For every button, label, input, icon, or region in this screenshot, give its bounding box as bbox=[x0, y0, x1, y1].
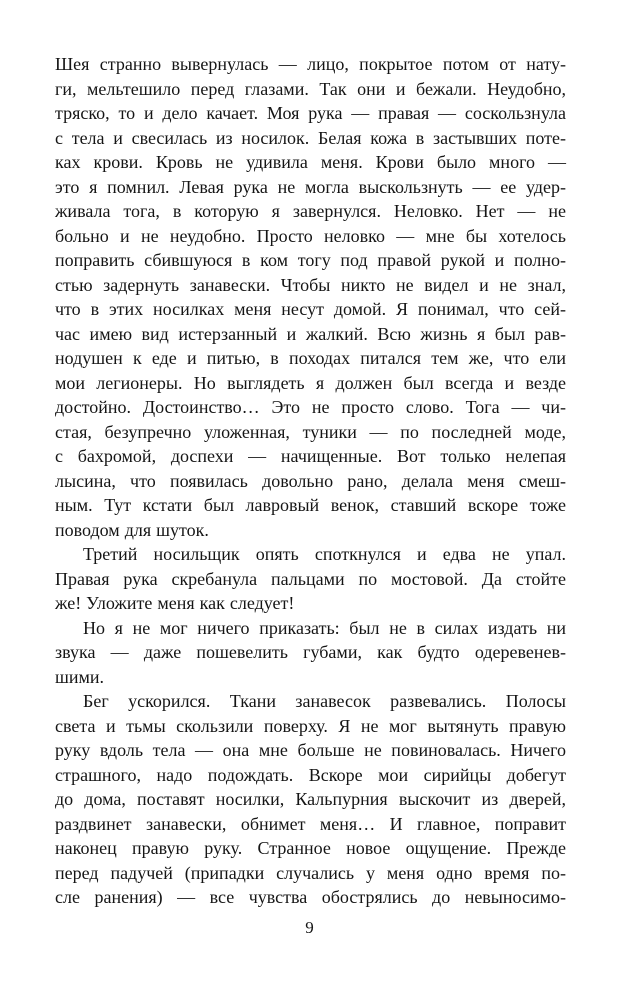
text-line: света и тьмы скользили поверху. Я не мог вытянуть правую bbox=[55, 715, 566, 736]
text-line: мои легионеры. Но выглядеть я должен был всегда и везде bbox=[55, 372, 566, 393]
text-line: с бахромой, доспехи — начищенные. Вот только нелепая bbox=[55, 446, 566, 466]
paragraph bbox=[55, 616, 566, 690]
text-line: что в этих носилках меня несут домой. Я понимал, что сей- bbox=[55, 299, 566, 319]
text-line: стью задернуть занавески. Чтобы никто не видел и не знал, bbox=[55, 274, 566, 295]
page-number: 9 bbox=[305, 918, 314, 937]
paragraph bbox=[55, 689, 566, 910]
text-line: с тела и свесилась из носилок. Белая кожа в застывших поте- bbox=[55, 127, 566, 148]
text-line: стая, безупречно уложенная, туники — по последней моде, bbox=[55, 421, 566, 442]
text-line: больно и не неудобно. Просто неловко — мне бы хотелось bbox=[55, 225, 566, 246]
text-line: сле ранения) — все чувства обострялись до невыносимо- bbox=[55, 887, 566, 907]
text-line: же! Уложите меня как следует! bbox=[55, 593, 295, 613]
text-line: до дома, поставят носилки, Кальпурния выскочит из дверей, bbox=[55, 789, 566, 809]
text-line: ках крови. Кровь не удивила меня. Крови было много — bbox=[55, 152, 566, 172]
text-line: Третий носильщик опять споткнулся и едва не упал. bbox=[83, 544, 566, 564]
text-line: руку вдоль тела — она мне больше не повиновалась. Ничего bbox=[55, 740, 566, 760]
text-line: Бег ускорился. Ткани занавесок развевались. Полосы bbox=[83, 691, 566, 711]
text-line: раздвинет занавески, обнимет меня… И главное, поправит bbox=[55, 813, 566, 834]
text-line: поводом для шуток. bbox=[55, 519, 209, 540]
text-line: час имею вид истерзанный и жалкий. Всю жизнь я был рав- bbox=[55, 323, 566, 344]
paragraph bbox=[55, 52, 566, 542]
text-line: лысина, что появилась довольно рано, делала меня смеш- bbox=[55, 470, 566, 491]
text-line: нодушен к еде и питью, в походах питался тем же, что ели bbox=[55, 348, 566, 368]
paragraph bbox=[55, 542, 566, 616]
text-line: это я помнил. Левая рука не могла выскользнуть — ее удер- bbox=[55, 176, 566, 197]
text-line: поправить сбившуюся в ком тогу под правой рукой и полно- bbox=[55, 250, 566, 270]
text-line: достойно. Достоинство… Это не просто слово. Тога — чи- bbox=[55, 397, 566, 417]
text-line: перед падучей (припадки случались у меня одно время по- bbox=[55, 862, 566, 883]
text-line: звука — даже пошевелить губами, как будто одеревенев- bbox=[55, 642, 566, 662]
text-line: страшного, надо подождать. Вскоре мои сирийцы добегут bbox=[55, 764, 566, 785]
text-line: живала тога, в которую я завернулся. Неловко. Нет — не bbox=[55, 201, 566, 221]
text-line: наконец правую руку. Странное новое ощущение. Прежде bbox=[55, 838, 566, 858]
text-line: шими. bbox=[55, 666, 105, 687]
text-line: Шея странно вывернулась — лицо, покрытое потом от нату- bbox=[55, 54, 566, 74]
text-line: тряско, то и дело качает. Моя рука — правая — соскользнула bbox=[55, 103, 566, 123]
text-line: Но я не мог ничего приказать: был не в силах издать ни bbox=[83, 617, 566, 638]
text-line: ги, мельтешило перед глазами. Так они и бежали. Неудобно, bbox=[55, 78, 566, 99]
text-line: Правая рука скребанула пальцами по мостовой. Да стойте bbox=[55, 568, 566, 589]
text-block bbox=[55, 52, 566, 910]
text-line: ным. Тут кстати был лавровый венок, ставший вскоре тоже bbox=[55, 495, 566, 515]
